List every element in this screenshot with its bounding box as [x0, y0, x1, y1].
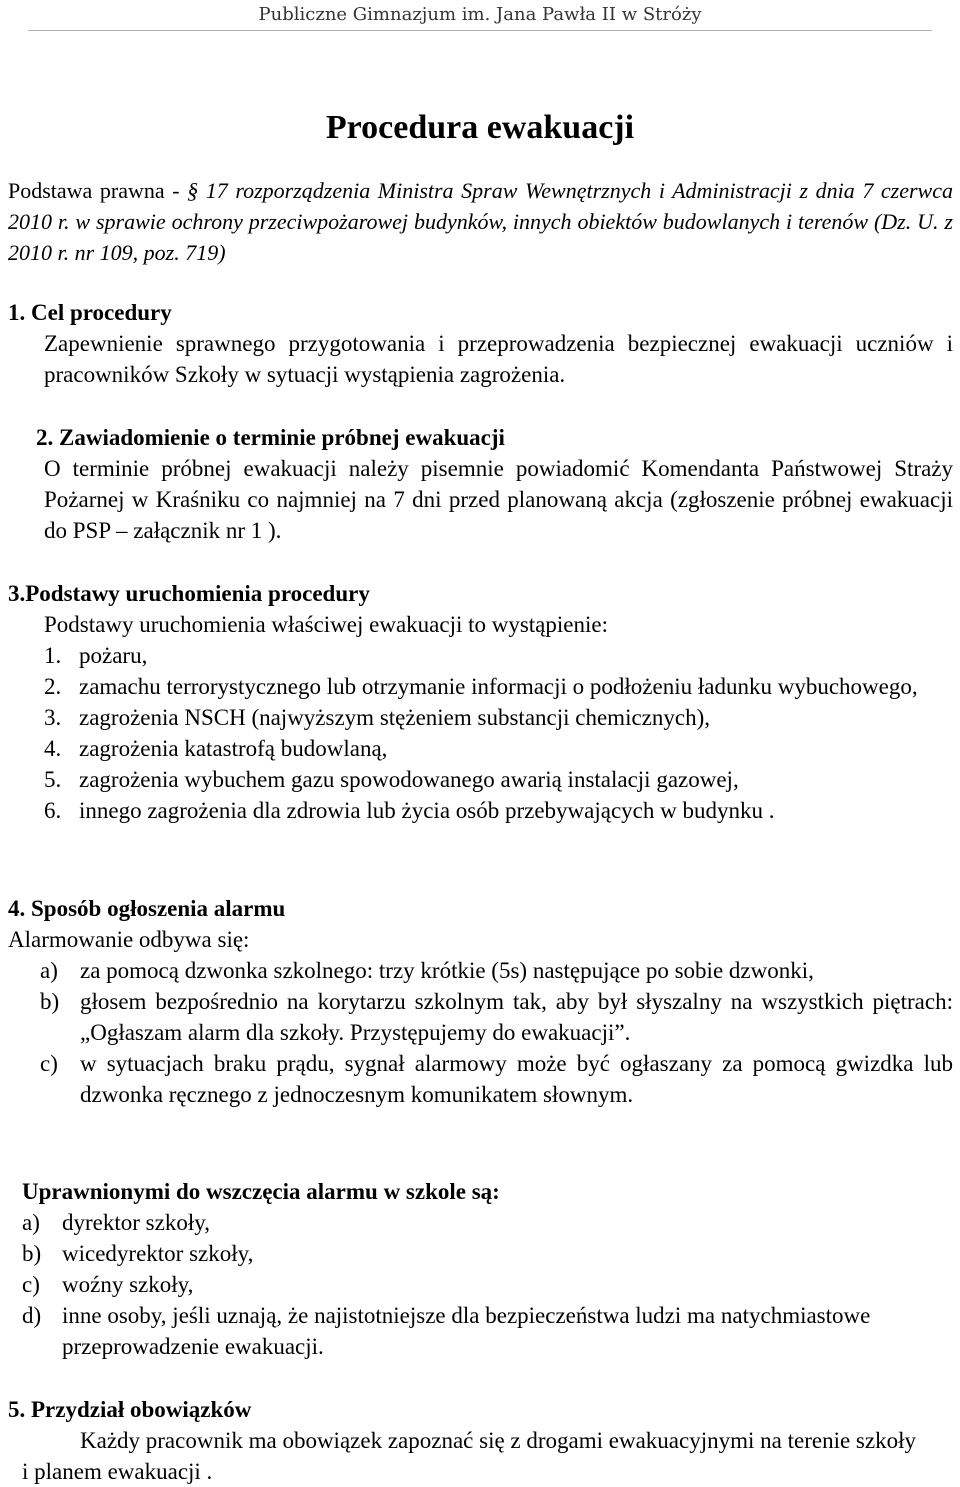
list-item: 3. zagrożenia NSCH (najwyższym stężeniem substancji chemicznych),	[44, 705, 710, 730]
list-item: 6. innego zagrożenia dla zdrowia lub życia osób przebywających w budynku .	[44, 798, 775, 823]
list-item: d) inne osoby, jeśli uznają, że najistotniejsze dla bezpieczeństwa ludzi ma natychmiastowe przeprowadzenie ewakuacji.	[22, 1303, 871, 1359]
section-1-heading: 1. Cel procedury	[8, 300, 172, 325]
list-item: a) dyrektor szkoły,	[22, 1210, 210, 1235]
list-item: c) woźny szkoły,	[22, 1272, 194, 1297]
list-item: c) w sytuacjach braku prądu, sygnał alarmowy może być ogłaszany za pomocą gwizdka lub dzwonka ręcznego z jednoczesnym komunikatem słownym.	[40, 1051, 953, 1107]
legal-basis-citation: § 17 rozporządzenia Ministra Spraw Wewnętrznych i Administracji z dnia 7 czerwca 2010 r. w sprawie ochrony przeciwpożarowej budynków, innych obiektów budowlanych i terenów (Dz. U. z 2010 r. nr 109, poz. 719)	[8, 178, 953, 265]
threat-list	[44, 640, 953, 826]
list-item: b) wicedyrektor szkoły,	[22, 1241, 254, 1266]
section-3-intro: Podstawy uruchomienia właściwej ewakuacji to wystąpienie:	[44, 612, 608, 637]
section-5-heading: 5. Przydział obowiązków	[8, 1397, 252, 1422]
section-3-heading: 3.Podstawy uruchomienia procedury	[8, 581, 370, 606]
section-4-intro: Alarmowanie odbywa się:	[8, 927, 250, 952]
section-5	[8, 1394, 953, 1487]
running-header: Publiczne Gimnazjum im. Jana Pawła II w Stróży	[28, 0, 932, 31]
list-item: a) za pomocą dzwonka szkolnego: trzy krótkie (5s) następujące po sobie dzwonki,	[40, 958, 814, 983]
section-1	[8, 297, 953, 390]
section-4-heading: 4. Sposób ogłoszenia alarmu	[8, 896, 286, 921]
section-2-text: O terminie próbnej ewakuacji należy pisemnie powiadomić Komendanta Państwowej Straży Pożarnej w Kraśniku co najmniej na 7 dni przed planowaną akcja (zgłoszenie próbnej ewakuacji do PSP – załącznik nr 1 ).	[44, 456, 953, 543]
list-item: 4. zagrożenia katastrofą budowlaną,	[44, 736, 388, 761]
section-5-text: Każdy pracownik ma obowiązek zapoznać się z drogami ewakuacyjnymi na terenie szkoły i planem ewakuacji .	[22, 1428, 916, 1484]
list-item: 5. zagrożenia wybuchem gazu spowodowanego awarią instalacji gazowej,	[44, 767, 739, 792]
section-2	[8, 422, 953, 546]
authorized-list	[22, 1207, 922, 1362]
list-item: b) głosem bezpośrednio na korytarzu szkolnym tak, aby był słyszalny na wszystkich piętrach: „Ogłaszam alarm dla szkoły. Przystępujemy do ewakuacji”.	[40, 989, 953, 1045]
document-title: Procedura ewakuacji	[325, 109, 635, 146]
section-1-text: Zapewnienie sprawnego przygotowania i przeprowadzenia bezpiecznej ewakuacji uczniów i pracowników Szkoły w sytuacji wystąpienia zagrożenia.	[44, 331, 953, 387]
section-2-heading: 2. Zawiadomienie o terminie próbnej ewakuacji	[36, 425, 505, 450]
section-3	[8, 578, 953, 826]
legal-basis	[8, 175, 953, 268]
alarm-methods-list	[40, 955, 953, 1110]
authorized-section	[22, 1176, 922, 1362]
list-item: 2. zamachu terrorystycznego lub otrzymanie informacji o podłożeniu ładunku wybuchowego,	[44, 674, 918, 699]
list-item: 1. pożaru,	[44, 643, 148, 668]
legal-basis-prefix: Podstawa prawna -	[8, 178, 188, 203]
section-4	[8, 893, 953, 1110]
authorized-heading: Uprawnionymi do wszczęcia alarmu w szkole są:	[22, 1179, 500, 1204]
